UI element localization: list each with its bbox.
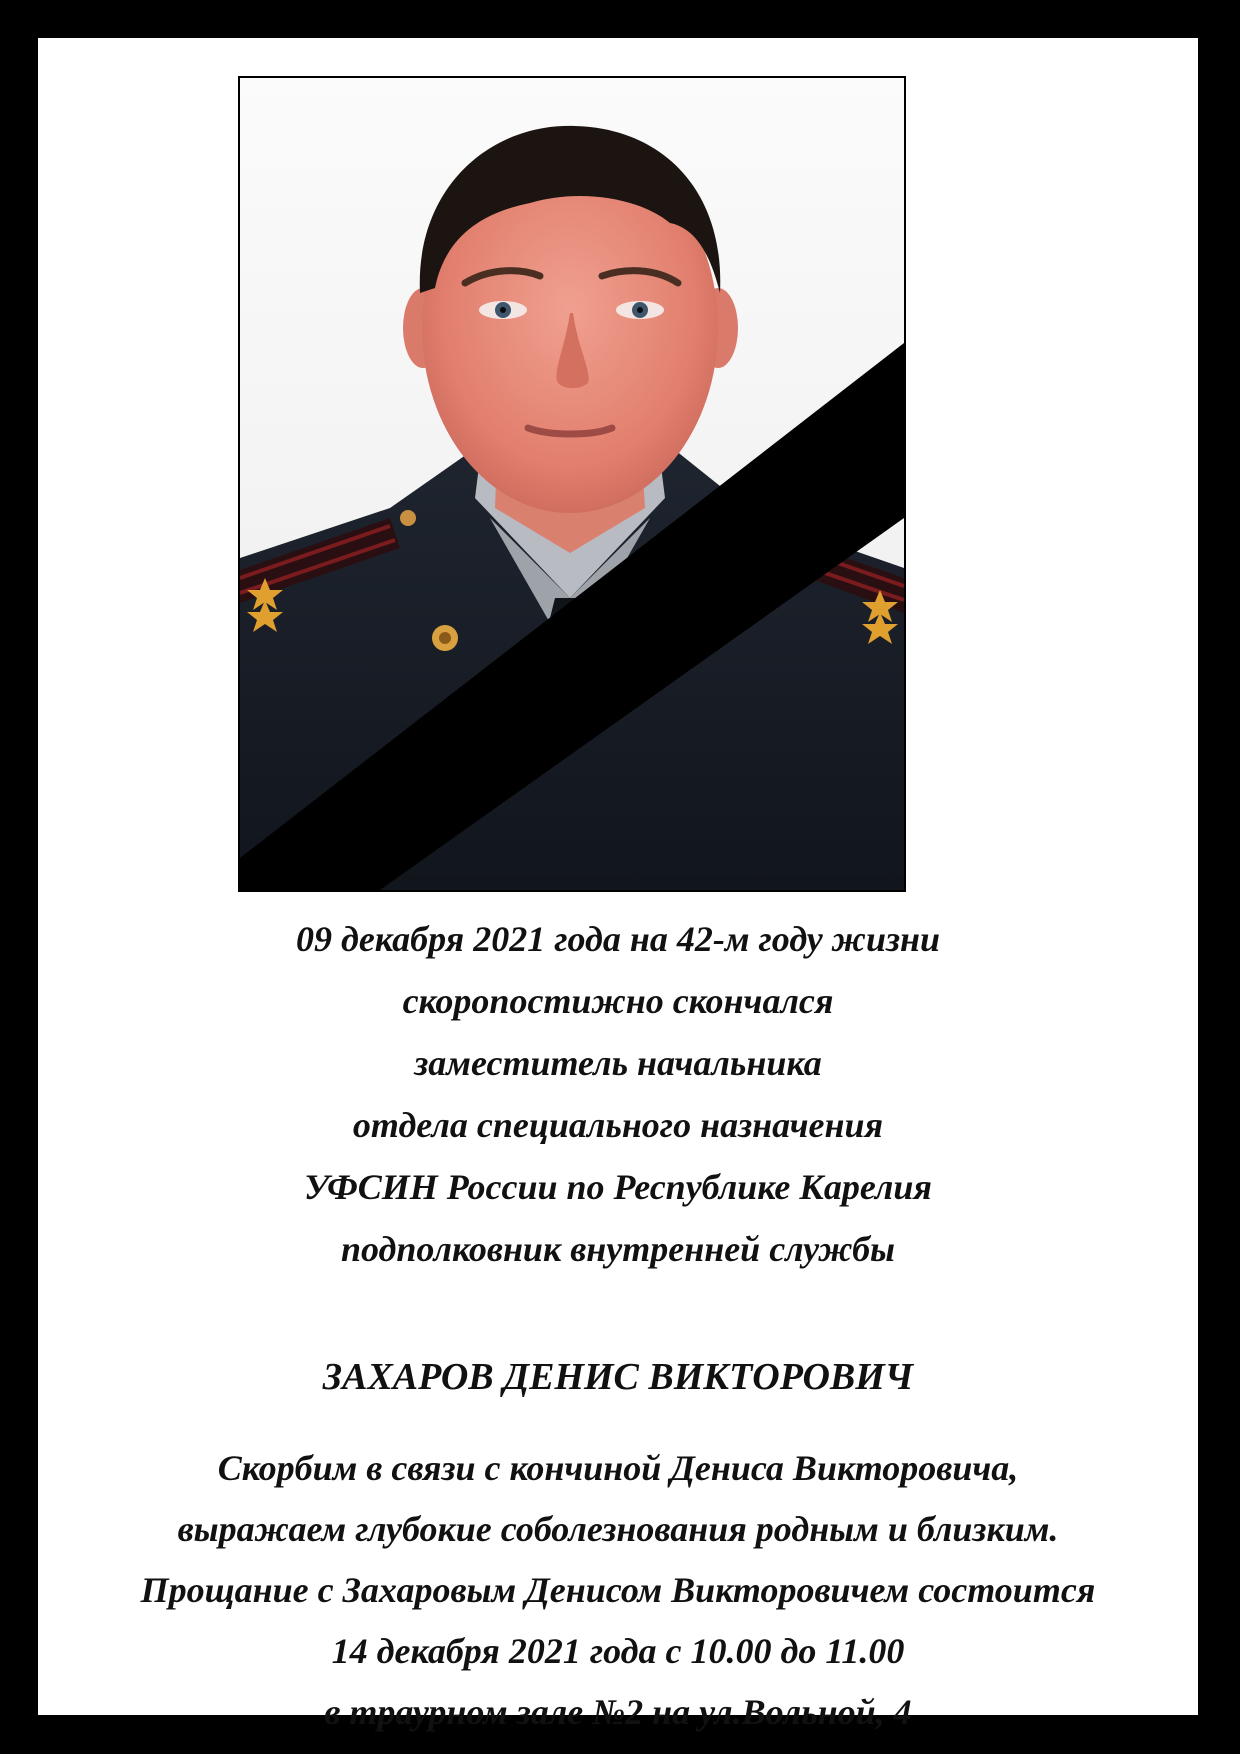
announcement-line: подполковник внутренней службы	[340, 1229, 896, 1269]
condolence	[38, 1438, 1198, 1743]
condolence-line: Прощание с Захаровым Денисом Викторовичем состоится	[140, 1570, 1096, 1610]
announcement-line: 09 декабря 2021 года на 42-м году жизни	[295, 919, 941, 959]
announcement-line: УФСИН России по Республике Карелия	[304, 1167, 932, 1207]
portrait-frame	[238, 76, 906, 892]
button-icon	[400, 510, 416, 526]
deceased-name: ЗАХАРОВ ДЕНИС ВИКТОРОВИЧ	[322, 1356, 914, 1398]
condolence-line: в траурном зале №2 на ул.Вольной, 4	[324, 1692, 912, 1732]
announcement-line: заместитель начальника	[414, 1043, 822, 1083]
announcement-line: скоропостижно скончался	[402, 981, 834, 1021]
portrait-photo	[240, 78, 904, 890]
obituary-page	[38, 38, 1198, 1732]
announcement-line: отдела специального назначения	[352, 1105, 884, 1145]
condolence-line: 14 декабря 2021 года с 10.00 до 11.00	[331, 1631, 905, 1671]
condolence-line: выражаем глубокие соболезнования родным и близким.	[177, 1509, 1059, 1549]
condolence-line: Скорбим в связи с кончиной Дениса Викторовича,	[217, 1448, 1019, 1488]
announcement	[38, 908, 1198, 1280]
